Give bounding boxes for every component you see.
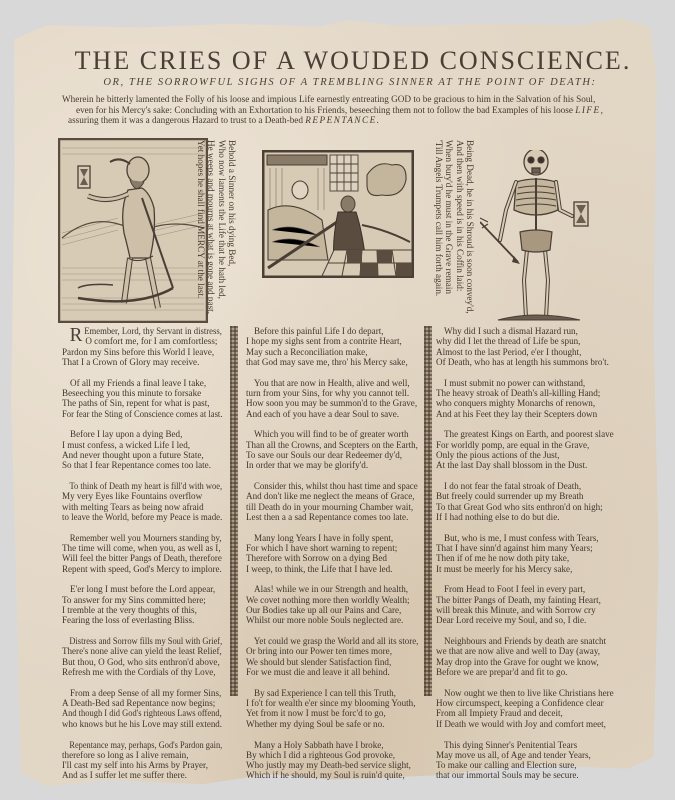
- drop-cap: R: [69, 324, 83, 346]
- verse-line: It must be meerly for his Mercy sake,: [436, 563, 573, 574]
- verse-line: therefore so long as I alive remain,: [62, 749, 189, 760]
- verse-line: Which if he should, my Soul is ruin'd quite,: [246, 770, 405, 781]
- intro-emphasis-repentance: REPENTANCE.: [305, 115, 381, 125]
- verse-line: Many long Years I have in folly spent,: [254, 532, 394, 543]
- verse-line: That I a Crown of Glory may receive.: [62, 356, 200, 367]
- verse-line: The heavy stroak of Death's all-killing Hand;: [436, 387, 601, 398]
- verse-line: Yet could we grasp the World and all its store,: [253, 636, 419, 647]
- verse-line: We covet nothing more then worldly Wealth;: [246, 594, 410, 605]
- verse-line: Who now laments the Life that he hath led,: [216, 140, 227, 299]
- verse-line: When bury'd he must in the Grave remain: [444, 140, 455, 294]
- verse-line: E'er long I must before the Lord appear,: [70, 584, 216, 595]
- stanza: [62, 378, 222, 419]
- ornamental-column-rule: [230, 326, 238, 696]
- verse-line: Who justly may my Death-bed service slight,: [246, 760, 411, 771]
- verse-line: we that are now alive and well to Day (away,: [436, 646, 601, 657]
- verse-line: Many a Holy Sabbath have I broke,: [254, 739, 384, 750]
- verse-line: There's none alive can yield the least Relief,: [62, 646, 222, 657]
- death-with-scythe-and-hourglass-woodcut: [58, 138, 208, 323]
- verse-line: You that are now in Health, alive and well,: [254, 377, 410, 388]
- verse-line: But freely could surrender up my Breath: [436, 491, 584, 502]
- verse-line: with melting Tears as being now afraid: [62, 501, 204, 512]
- verse-line: May such a Reconciliation make,: [246, 346, 368, 357]
- intro-line: [62, 105, 642, 116]
- stanza: [62, 326, 222, 367]
- verse-line: Than all the Crowns, and Scepters on the Earth,: [246, 439, 418, 450]
- verse-line: For worldly pomp, are equal in the Grave,: [436, 439, 590, 450]
- verse-line: To make our calling and Election sure,: [436, 760, 577, 771]
- verse-line: Refresh me with the Cordials of thy Love,: [62, 667, 216, 678]
- verse-line: will break this Minute, and with Sorrow cry: [436, 605, 596, 616]
- stanza: [62, 584, 222, 625]
- verse-line: Of all my Friends a final leave I take,: [70, 377, 207, 388]
- verse-line: Yet from it now I must be forc'd to go,: [246, 708, 386, 719]
- verse-line: For which I have short warning to repent;: [246, 543, 398, 554]
- verse-line: And at his Feet they lay their Scepters down: [436, 408, 598, 419]
- verse-line: This dying Sinner's Penitential Tears: [444, 739, 578, 750]
- verse-line: That I have sinn'd against him many Years;: [436, 543, 593, 554]
- verse-line: At the last Day shall blossom in the Dust.: [436, 460, 588, 471]
- verse-line: Or bring into our Power ten times more,: [246, 646, 392, 657]
- verse-line: Behold a Sinner on his dying Bed,: [227, 140, 237, 267]
- verse-line: I tremble at the very thoughts of this,: [62, 605, 197, 616]
- verse-line: But thou, O God, who sits enthron'd above,: [62, 656, 220, 667]
- stanza: [246, 429, 418, 470]
- verse-line: And then with speed is in his Coffin laid:: [454, 140, 465, 292]
- verse-line: How circumspect, keeping a Confidence clear: [436, 698, 604, 709]
- stanza: [436, 378, 616, 419]
- verse-line: Consider this, whilst thou hast time and space: [253, 481, 418, 492]
- verse-line: Fearing the loss of everlasting Bliss.: [62, 615, 195, 626]
- page-subtitle: OR, THE SORROWFUL SIGHS OF A TREMBLING SINNER AT THE POINT OF DEATH:: [103, 77, 597, 88]
- verse-column-2: [246, 326, 418, 791]
- verse-line: From a deep Sense of all my former Sins,: [70, 687, 222, 698]
- intro-line: [62, 115, 642, 126]
- verse-line: Remember well you Mourners standing by,: [69, 532, 222, 543]
- verse-line: To answer for my Sins committed here;: [62, 594, 206, 605]
- stanza: [436, 636, 616, 677]
- verse-line: By which I did a righteous God provoke,: [246, 749, 396, 760]
- verse-line: I must confess, a wicked Life I led,: [62, 439, 191, 450]
- verse-line: The greatest Kings on Earth, and poorest slave: [444, 429, 614, 440]
- stanza: [436, 584, 616, 625]
- verse-line: Which you will find to be of greater worth: [254, 429, 409, 440]
- stanza: [436, 326, 616, 367]
- verse-line: If I had nothing else to do but die.: [436, 511, 560, 522]
- verse-line: Now ought we then to live like Christians here: [444, 687, 614, 698]
- verse-line: Dear Lord receive my Soul, and so, I die.: [436, 615, 587, 626]
- stanza: [62, 636, 222, 677]
- intro-line-text: assuring them it was a dangerous Hazard to trust to a Death-bed: [68, 115, 306, 125]
- stanza: [436, 481, 616, 522]
- stanza: [436, 688, 616, 729]
- stanza: [62, 740, 222, 781]
- intro-line: Wherein he bitterly lamented the Folly of his loose and impious Life earnestly entreating GOD to be gracious to him in the Salvation of his Soul,: [62, 94, 596, 104]
- verse-line: Beseeching you this minute to forsake: [62, 387, 202, 398]
- stanza: [62, 533, 222, 574]
- verse-line: I hope my sighs sent from a contrite Heart,: [246, 336, 402, 347]
- verse-line: And each of you have a dear Soul to save.: [246, 408, 400, 419]
- verse-line: O comfort me, for I am comfortless;: [85, 336, 218, 347]
- verse-line: Neighbours and Friends by death are snatcht: [444, 636, 607, 647]
- stanza: [246, 636, 418, 677]
- verse-line: Alas! while we in our Strength and health,: [254, 584, 409, 595]
- intro-line-text: even for his Mercy's sake: Concluding with an Exhortation to his Friends, beseeching them not to follow the bad Examples of his loose: [76, 104, 576, 115]
- verse-line: Pardon my Sins before this World I leave,: [62, 346, 215, 357]
- verse-line: Lest then a a sad Repentance comes too late.: [246, 511, 409, 522]
- verse-line: Almost to the last Period, e'er I thought,: [436, 346, 582, 357]
- verse-line: Why did I such a dismal Hazard run,: [444, 326, 578, 336]
- verse-line: And as I suffer let me suffer there.: [62, 770, 187, 781]
- verse-line: till Death do in your mourning Chamber wait,: [246, 501, 414, 512]
- verse-line: And though I did God's righteous Laws offend,: [62, 708, 222, 719]
- verse-line: who conquers mighty Monarchs of renown,: [436, 398, 596, 409]
- verse-line: I fo't for wealth e'er since my blooming Youth,: [246, 698, 416, 709]
- verse-line: And never thought upon a future State,: [62, 449, 204, 460]
- stanza: [246, 326, 418, 367]
- verse-line: But, who is me, I must confess with Tears,: [444, 532, 599, 543]
- verse-line: I must submit no power can withstand,: [444, 377, 586, 388]
- verse-line: By sad Experience I can tell this Truth,: [254, 687, 396, 698]
- verse-line: Will feel the bitter Pangs of Death, therefore: [62, 553, 222, 564]
- verse-line: For fear the Sting of Conscience comes at last.: [62, 408, 223, 419]
- verse-line: Only the pious actions of the Just,: [436, 449, 560, 460]
- verse-line: Of Death, who has at length his summons bro't.: [436, 356, 609, 367]
- ornamental-column-rule: [424, 326, 432, 696]
- stanza: [436, 533, 616, 574]
- verse-line: We should but slender Satisfaction find,: [246, 656, 392, 667]
- page-title: THE CRIES OF A WOUDED CONSCIENCE.: [74, 46, 632, 75]
- stanza: [62, 429, 222, 470]
- side-verse-right: [434, 140, 475, 314]
- verse-line: Before this painful Life I do depart,: [254, 326, 384, 336]
- verse-line: A Death-Bed sad Repentance now begins;: [62, 698, 216, 709]
- stanza: [436, 429, 616, 470]
- verse-line: 'Till Angels Trumpets call him forth again.: [434, 140, 445, 297]
- verse-line: To think of Death my heart is fill'd with woe,: [69, 481, 223, 492]
- verse-line: Before we are prepar'd and fit to go.: [436, 667, 568, 678]
- stanza: [246, 481, 418, 522]
- stanza: [246, 584, 418, 625]
- skeleton-with-dart-and-hourglass-woodcut: [480, 150, 620, 325]
- verse-line: that God may save me, thro' his Mercy sake,: [246, 356, 408, 367]
- verse-column-3: [436, 326, 616, 791]
- verse-line: My very Eyes like Fountains overflow: [62, 491, 203, 502]
- verse-line: The time will come, when you, as well as I,: [62, 543, 221, 554]
- verse-line: Yet hopes he shall find MERCY at the last.: [196, 140, 207, 299]
- stanza: [246, 740, 418, 781]
- verse-line: Emember, Lord, thy Servant in distress,: [84, 326, 222, 336]
- verse-line: Distress and Sorrow fills my Soul with Grief,: [69, 636, 223, 647]
- intro-emphasis-life: LIFE,: [575, 104, 605, 115]
- stanza: [62, 481, 222, 522]
- verse-line: How soon you may be summon'd to the Grave,: [246, 398, 418, 409]
- verse-line: Before I lay upon a dying Bed,: [70, 429, 183, 440]
- verse-line: Repent with speed, God's Mercy to implore.: [62, 563, 222, 574]
- verse-line: who knows but he his Love may still extend.: [62, 718, 222, 729]
- verse-line: The paths of Sin, repent for what is past,: [62, 398, 210, 409]
- verse-line: I do not fear the fatal stroak of Death,: [444, 481, 582, 492]
- verse-line: Whilst our more noble Souls neglected are.: [246, 615, 404, 626]
- stanza: [246, 378, 418, 419]
- verse-line: to leave the World, before my Peace is made.: [62, 511, 223, 522]
- verse-line: From Head to Foot I feel in every part,: [444, 584, 586, 595]
- verse-line: He weeps and mourns at what is gone and past,: [206, 140, 217, 315]
- stanza: [246, 533, 418, 574]
- verse-line: For we must die and leave it all behind.: [246, 667, 390, 678]
- verse-line: And don't like me neglect the means of Grace,: [246, 491, 415, 502]
- verse-line: Then if of me he now doth pity take,: [436, 553, 570, 564]
- verse-line: why did I let the thread of Life be spun,: [436, 336, 581, 347]
- verse-line: Repentance may, perhaps, God's Pardon gain,: [69, 739, 223, 750]
- verse-line: turn from your Sins, for why you cannot tell.: [246, 387, 410, 398]
- verse-line: Whether my dying Soul be safe or no.: [246, 718, 385, 729]
- stanza: [246, 688, 418, 729]
- verse-line: Our Bodies take up all our Pains and Care,: [246, 605, 402, 616]
- verse-line: Therefore with Sorrow on a dying Bed: [246, 553, 387, 564]
- verse-line: So that I fear Repentance comes too late.: [62, 460, 211, 471]
- verse-column-1: [62, 326, 222, 791]
- side-verse-left: [196, 140, 237, 314]
- verse-line: To save our Souls our dear Redeemer dy'd,: [246, 449, 403, 460]
- verse-line: In order that we may be glorify'd.: [246, 460, 369, 471]
- intro-paragraph: [62, 94, 642, 126]
- deathbed-scene-woodcut: [262, 150, 414, 278]
- stanza: [62, 688, 222, 729]
- verse-line: To that Great God who sits enthron'd on high;: [436, 501, 603, 512]
- verse-line: From all Impiety Fraud and deceit,: [436, 708, 563, 719]
- verse-line: May drop into the Grave for ought we know,: [436, 656, 599, 667]
- verse-line: May move us all, of Age and tender Years,: [436, 749, 591, 760]
- verse-line: that our immortal Souls may be secure.: [436, 770, 579, 781]
- verse-line: I weep, to think, the Life that I have led.: [246, 563, 393, 574]
- verse-line: Being Dead, he in his Shroud is soon convey'd,: [465, 140, 475, 314]
- verse-line: The bitter Pangs of Death, my fainting Heart,: [436, 594, 601, 605]
- stanza: [436, 740, 616, 781]
- verse-line: If Death we would with Joy and comfort meet,: [436, 718, 606, 729]
- verse-line: I'll cast my self into his Arms by Prayer,: [62, 760, 208, 771]
